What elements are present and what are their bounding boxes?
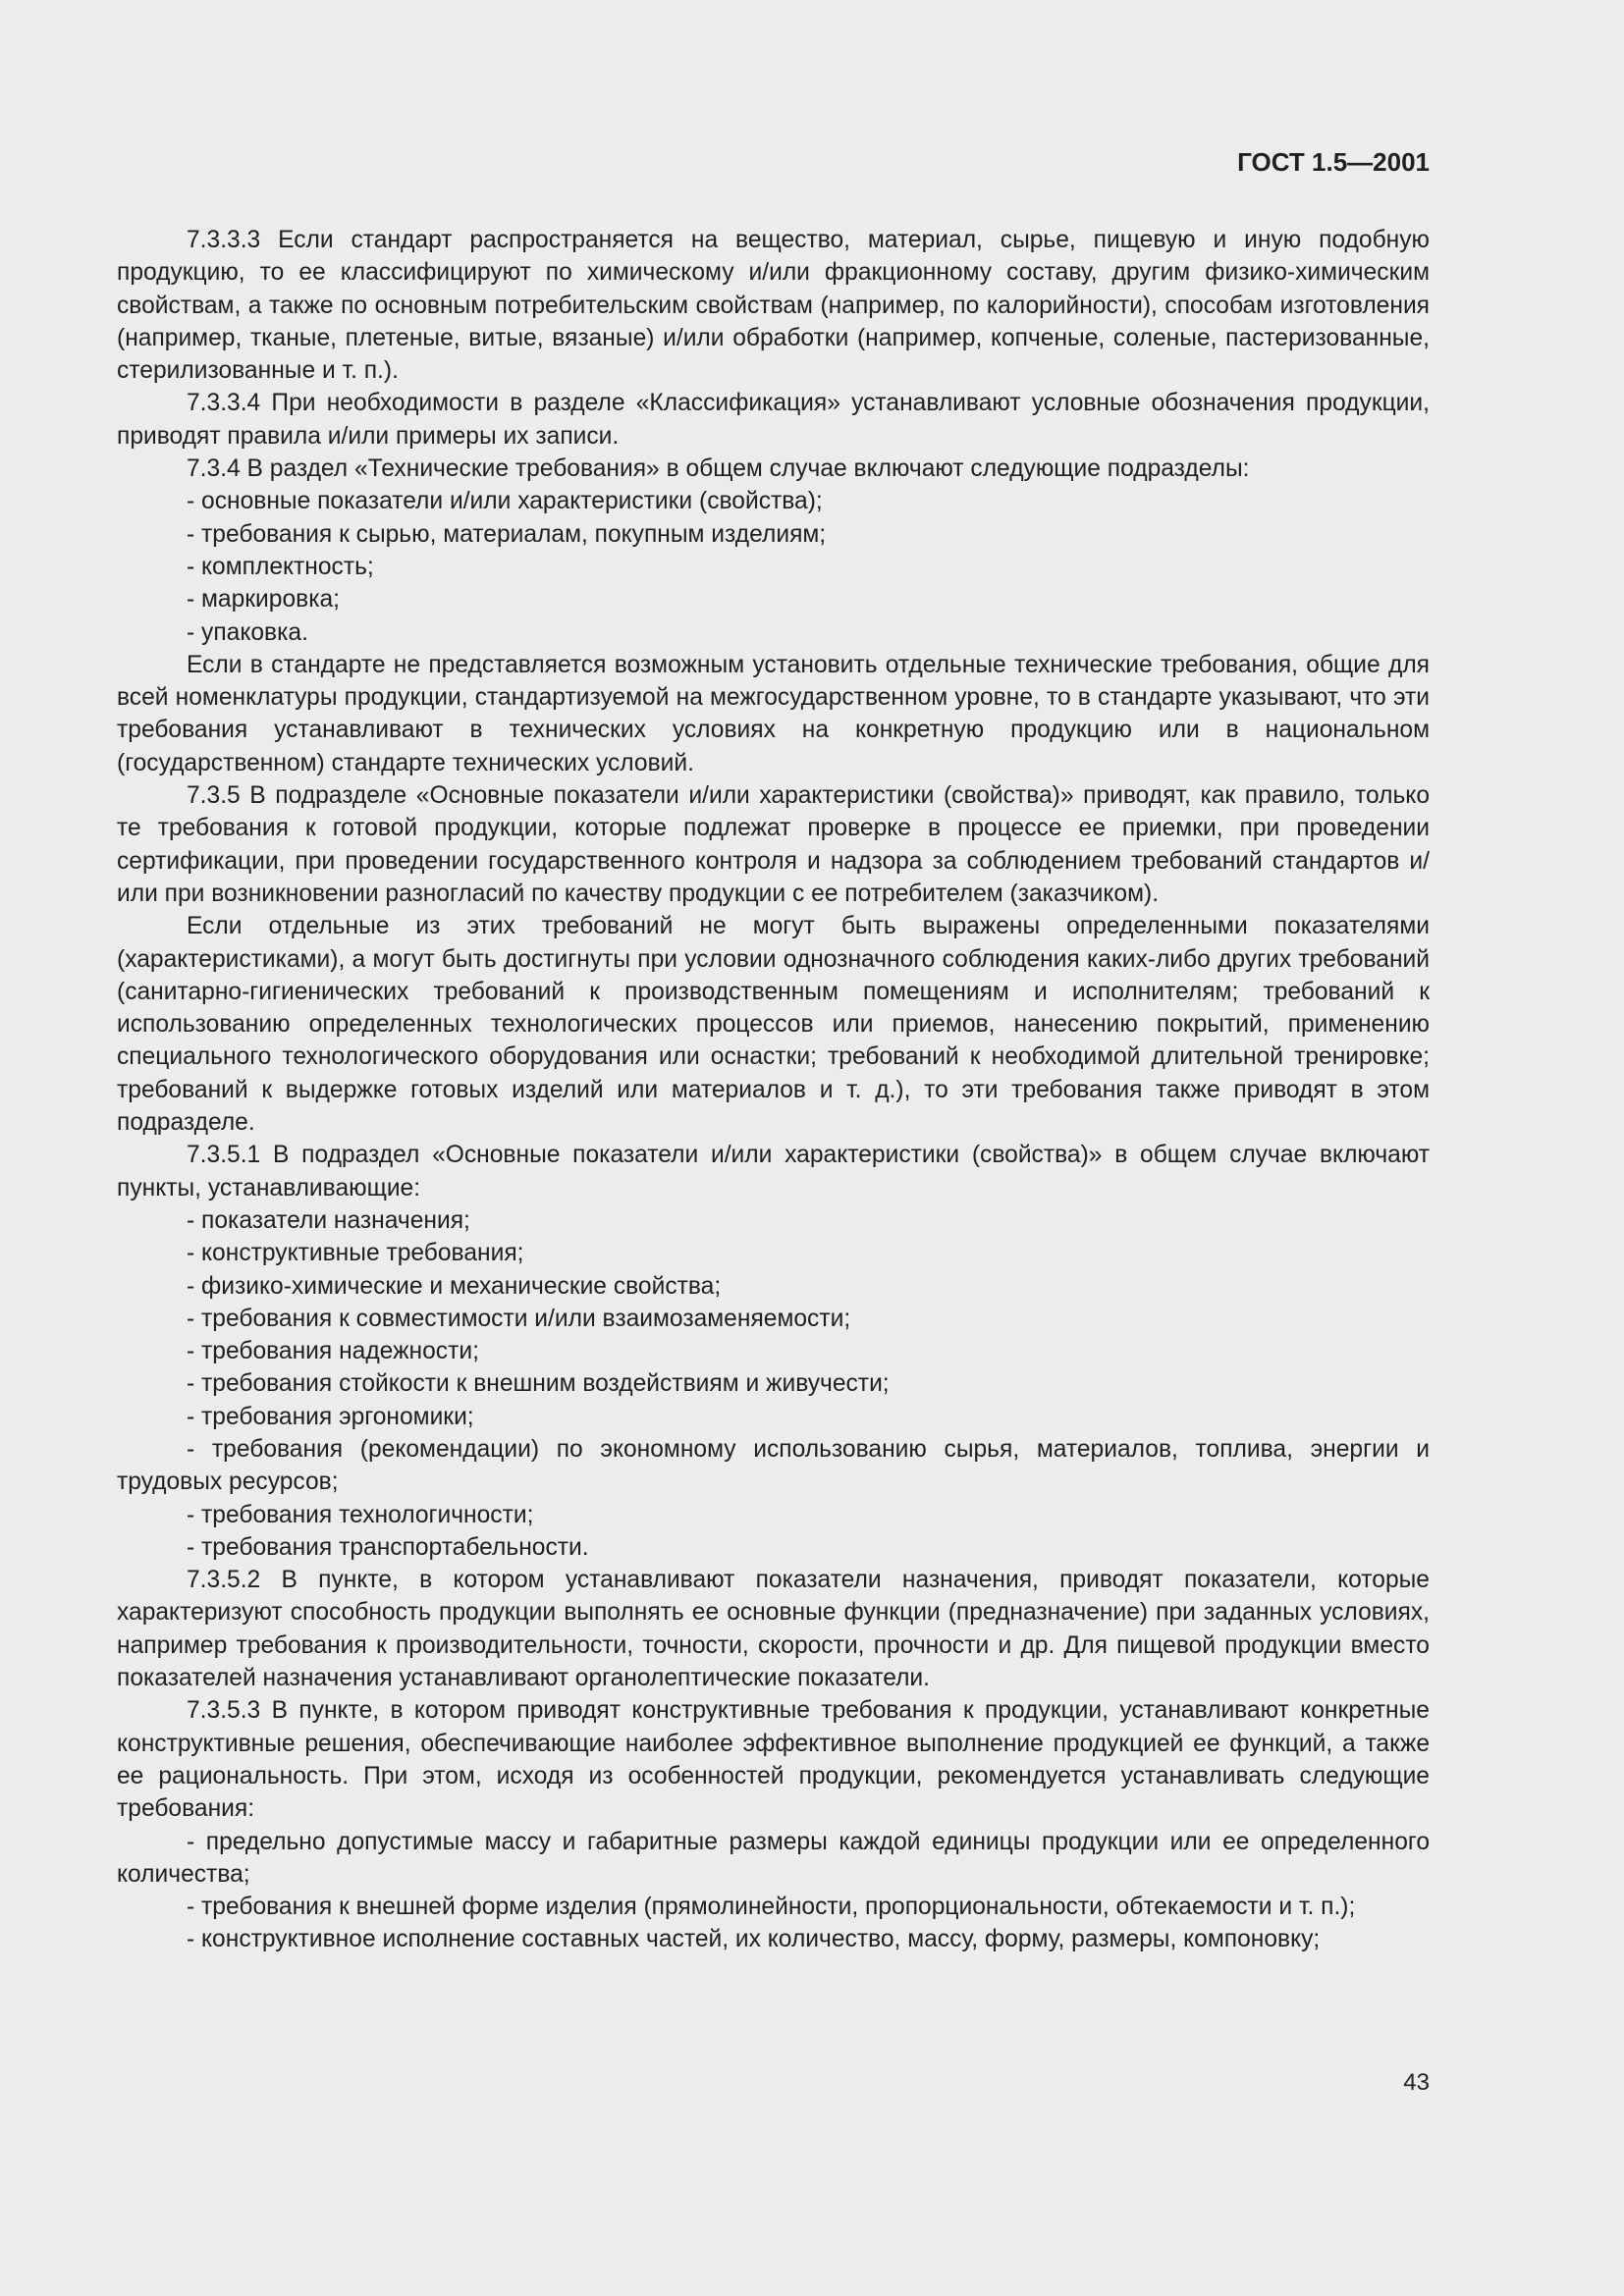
list-item: - требования (рекомендации) по экономному использованию сырья, материалов, топлива, энергии и трудовых ресурсов; xyxy=(117,1435,1430,1496)
paragraph: Если отдельные из этих требований не могут быть выражены определенными показателями (характеристиками), а могут быть достигнуты при условии однозначного соблюдения каких-либо других требований (санитарно-гигиенических требований к производственным помещениям и исполнителям; требований к использованию определенных технологических процессов или приемов, нанесению покрытий, применению специального технологического оборудования или оснастки; требований к необходимой длительной тренировке; требований к выдержке готовых изделий или материалов и т. д.), то эти требования также приводят в этом подразделе. xyxy=(117,913,1430,1137)
paragraph: 7.3.5.3 В пункте, в котором приводят конструктивные требования к продукции, устанавливают конкретные конструктивные решения, обеспечивающие наиболее эффективное выполнение продукцией ее функций, а также ее рациональность. При этом, исходя из особенностей продукции, рекомендуется устанавливать следующие требования: xyxy=(117,1697,1430,1823)
list-item: - требования технологичности; xyxy=(187,1501,534,1528)
paragraph: 7.3.3.4 При необходимости в разделе «Классификация» устанавливают условные обозначения продукции, приводят правила и/или примеры их записи. xyxy=(117,390,1430,450)
page-number: 43 xyxy=(1403,2069,1430,2096)
paragraph: 7.3.5 В подразделе «Основные показатели и/или характеристики (свойства)» приводят, как правило, только те требования к готовой продукции, которые подлежат проверке в процессе ее приемки, при проведении сертификации, при проведении государственного контроля и надзора за соблюдением требований стандартов и/или при возникновении разногласий по качеству продукции с ее потребителем (заказчиком). xyxy=(117,782,1430,907)
document-body xyxy=(117,224,1430,1956)
list-item: - требования транспортабельности. xyxy=(187,1533,589,1561)
list-item: - требования к внешней форме изделия (прямолинейности, пропорциональности, обтекаемости и т. п.); xyxy=(187,1894,1356,1921)
paragraph: 7.3.5.1 В подраздел «Основные показатели и/или характеристики (свойства)» в общем случае включают пункты, устанавливающие: xyxy=(117,1142,1430,1201)
list-item: - требования эргономики; xyxy=(187,1403,474,1430)
list-item: - показатели назначения; xyxy=(187,1206,470,1234)
list-item: - комплектность; xyxy=(187,553,374,580)
list-item: - конструктивное исполнение составных частей, их количество, массу, форму, размеры, компоновку; xyxy=(187,1926,1321,1953)
list-item: - требования надежности; xyxy=(187,1338,479,1365)
paragraph: 7.3.3.3 Если стандарт распространяется на вещество, материал, сырье, пищевую и иную подобную продукцию, то ее классифицируют по химическому и/или фракционному составу, другим физико-химическим свойствам, а также по основным потребительским свойствам (например, по калорийности), способам изготовления (например, тканые, плетеные, витые, вязаные) и/или обработки (например, копченые, соленые, пастеризованные, стерилизованные и т. п.). xyxy=(117,227,1430,385)
paragraph: 7.3.5.2 В пункте, в котором устанавливают показатели назначения, приводят показатели, которые характеризуют способность продукции выполнять ее основные функции (предназначение) при заданных условиях, например требования к производительности, точности, скорости, прочности и др. Для пищевой продукции вместо показателей назначения устанавливают органолептические показатели. xyxy=(117,1567,1430,1692)
list-item: - требования к совместимости и/или взаимозаменяемости; xyxy=(187,1305,851,1332)
document-code-header: ГОСТ 1.5—2001 xyxy=(1237,147,1430,177)
list-item: - требования стойкости к внешним воздействиям и живучести; xyxy=(187,1370,890,1398)
paragraph: 7.3.4 В раздел «Технические требования» в общем случае включают следующие подразделы: xyxy=(187,455,1250,483)
list-item: - предельно допустимые массу и габаритные размеры каждой единицы продукции или ее определенного количества; xyxy=(117,1828,1430,1888)
list-item: - требования к сырью, материалам, покупным изделиям; xyxy=(187,520,827,548)
list-item: - упаковка. xyxy=(187,618,308,646)
list-item: - основные показатели и/или характеристики (свойства); xyxy=(187,488,823,515)
list-item: - физико-химические и механические свойства; xyxy=(187,1272,722,1300)
paragraph: Если в стандарте не представляется возможным установить отдельные технические требования, общие для всей номенклатуры продукции, стандартизуемой на межгосударственном уровне, то в стандарте указывают, что эти требования устанавливают в технических условиях на конкретную продукцию или в национальном (государственном) стандарте технических условий. xyxy=(117,651,1430,776)
list-item: - конструктивные требования; xyxy=(187,1240,524,1267)
list-item: - маркировка; xyxy=(187,586,341,614)
